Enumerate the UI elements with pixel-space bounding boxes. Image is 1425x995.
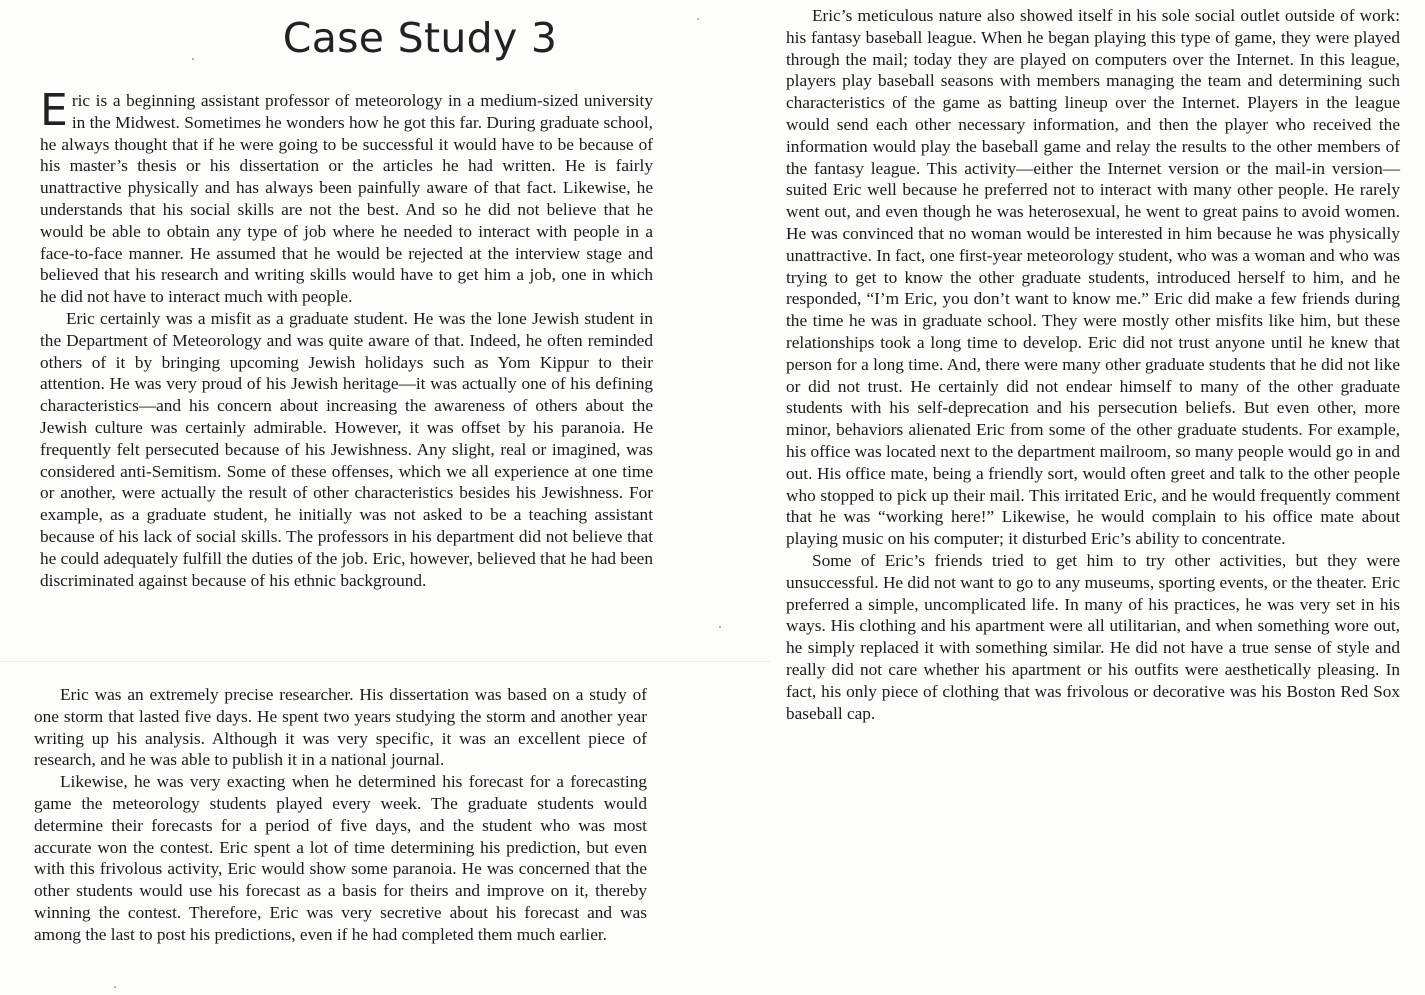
paragraph-misfit: Eric certainly was a misfit as a graduate student. He was the lone Jewish student in the Department of Meteorology and was quite aware of that. Indeed, he often reminded others of it by bringing upcoming Jewish holidays such as Yom Kippur to their attention. He was very proud of his Jewish heritage—it was actually one of his defining characteristics—and his concern about increasing the awareness of others about the Jewish culture was certainly admirable. However, it was offset by his paranoia. He frequently felt persecuted because of his Jewishness. Any slight, real or imagined, was considered anti-Semitism. Some of these offenses, which we all experience at one time or another, were actually the result of other characteristics besides his Jewishness. For example, as a graduate student, he initially was not asked to be a teaching assistant because of his lack of social skills. The professors in his department did not believe that he could adequately fulfill the duties of the job. Eric, however, believed that he had been discriminated against because of his ethnic background. xyxy=(40,308,653,590)
paragraph-intro xyxy=(40,85,653,308)
left-column-bottom xyxy=(34,684,647,946)
scan-speck xyxy=(697,18,699,20)
paragraph-fantasy-baseball: Eric’s meticulous nature also showed itself in his sole social outlet outside of work: his fantasy baseball league. When he began playing this type of game, they were played through the mail; today they are played on computers over the Internet. In this league, players play baseball seasons with members managing the team and determining such characteristics of the game as batting lineup over the Internet. Players in the league would send each other necessary information, and then the player who received the information would play the baseball game and relay the results to the other members of the fantasy league. This activity—either the Internet version or the mail-in version—suited Eric well because he preferred not to interact with many other people. He rarely went out, and even though he was heterosexual, he went to great pains to avoid women. He was convinced that no woman would be interested in him because he was physically unattractive. In fact, one first-year meteorology student, who was a woman and who was trying to get to know the other graduate students, introduced herself to him, and he responded, “I’m Eric, you don’t want to know me.” Eric did make a few friends during the time he was in graduate school. They were mostly other misfits like him, but these relationships took a long time to develop. Eric did not trust anyone until he knew that person for a long time. And, there were many other graduate students that he did not like or did not trust. He certainly did not endear himself to many of the other graduate students with his self-deprecation and his persecution beliefs. But even other, more minor, behaviors alienated Eric from some of the other graduate students. For example, his office was located next to the department mailroom, so many people would go in and out. His office mate, being a friendly sort, would often greet and talk to the other people who stopped to pick up their mail. This irritated Eric, and he would frequently comment that he was “working here!” Likewise, he would complain to his office mate about playing music on his computer; it disturbed Eric’s ability to concentrate. xyxy=(786,6,1400,549)
scan-speck xyxy=(719,626,721,628)
paragraph-researcher: Eric was an extremely precise researcher. His dissertation was based on a study of one storm that lasted five days. He spent two years studying the storm and another year writing up his analysis. Although it was very specific, it was an excellent piece of research, and he was able to publish it in a national journal. xyxy=(34,685,647,770)
paragraph-intro-text: ric is a beginning assistant professor of meteorology in a medium-sized university in the Midwest. Sometimes he wonders how he got this far. During graduate school, he always thought that if he were going to be successful it would have to be because of his master’s thesis or his dissertation or the articles he had written. He is fairly unattractive physically and has always been painfully aware of that fact. Likewise, he understands that his social skills are not the best. And so he did not believe that he would be able to obtain any type of job where he needed to interact with people in a face-to-face manner. He assumed that he would be rejected at the interview stage and believed that his research and writing skills would have to get him a job, one in which he did not have to interact much with people. xyxy=(40,91,653,307)
page-title: Case Study 3 xyxy=(282,14,558,62)
drop-cap: E xyxy=(40,85,68,136)
scan-speck xyxy=(114,986,116,988)
paragraph-simple-life: Some of Eric’s friends tried to get him to try other activities, but they were unsuccessful. He did not want to go to any museums, sporting events, or the theater. Eric preferred a simple, uncomplicated life. In many of his practices, he was very set in his ways. His clothing and his apartment were all utilitarian, and when something wore out, he simply replaced it with something similar. He did not have a true sense of style and really did not care whether his apartment or his outfits were aesthetically pleasing. In fact, his only piece of clothing that was frivolous or decorative was his Boston Red Sox baseball cap. xyxy=(786,550,1400,723)
scan-speck xyxy=(192,58,194,60)
paragraph-forecast: Likewise, he was very exacting when he determined his forecast for a forecasting game the meteorology students played every week. The graduate students would determine their forecasts for a period of five days, and the student who was most accurate won the contest. Eric spent a lot of time determining his prediction, but even with this frivolous activity, Eric would show some paranoia. He was concerned that the other students would use his forecast as a basis for theirs and improve on it, thereby winning the contest. Therefore, Eric was very secretive about his forecast and was among the last to post his predictions, even if he had completed them much earlier. xyxy=(34,772,647,944)
page-fold-line xyxy=(0,661,770,662)
right-column xyxy=(786,5,1400,724)
left-column-top xyxy=(40,85,653,591)
